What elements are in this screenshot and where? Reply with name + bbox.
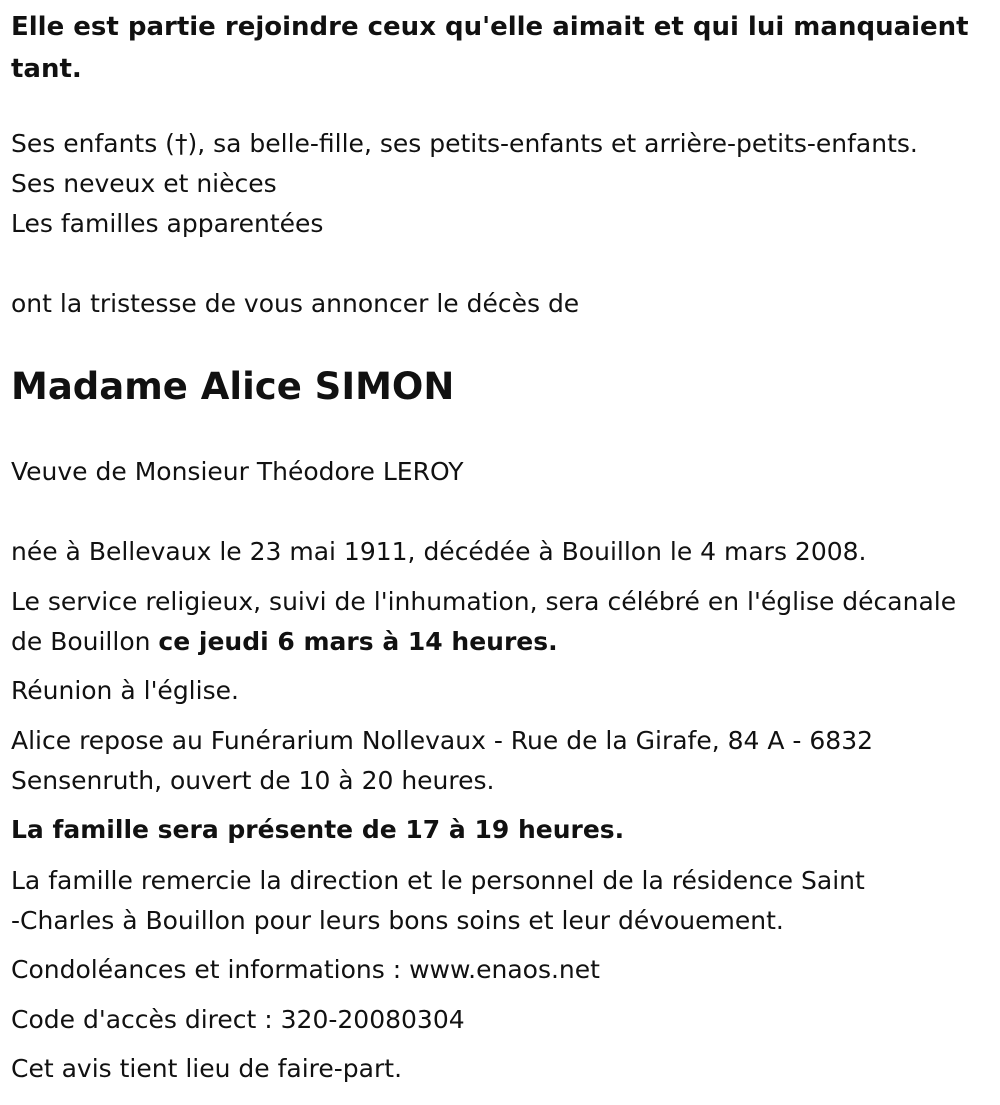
service-description: Le service religieux, suivi de l'inhumation, sera célébré en l'église décanale de Bouillon bbox=[11, 587, 957, 656]
family-line-relatives: Les familles apparentées bbox=[11, 209, 324, 238]
family-line-children: Ses enfants (†), sa belle-fille, ses petits-enfants et arrière-petits-enfants. bbox=[11, 129, 918, 158]
closing-text: Cet avis tient lieu de faire-part. bbox=[11, 1054, 403, 1083]
family-presence-wrapper bbox=[11, 810, 624, 850]
rest-place-line-2: Sensenruth, ouvert de 10 à 20 heures. bbox=[11, 766, 495, 795]
access-code-text: Code d'accès direct : 320-20080304 bbox=[11, 1005, 465, 1034]
condolences-text: Condoléances et informations : www.enaos.net bbox=[11, 955, 600, 984]
thanks-line-1: La famille remercie la direction et le personnel de la résidence Saint bbox=[11, 866, 865, 895]
intro-text: Elle est partie rejoindre ceux qu'elle aimait et qui lui manquaient tant. bbox=[11, 12, 969, 84]
family-line-nephews: Ses neveux et nièces bbox=[11, 169, 277, 198]
birth-death-text: née à Bellevaux le 23 mai 1911, décédée à Bouillon le 4 mars 2008. bbox=[11, 537, 867, 566]
rest-place-line-1: Alice repose au Funérarium Nollevaux - Rue de la Girafe, 84 A - 6832 bbox=[11, 726, 874, 755]
thanks-line-2: -Charles à Bouillon pour leurs bons soins et leur dévouement. bbox=[11, 906, 784, 935]
deceased-name: Madame Alice SIMON bbox=[11, 365, 455, 408]
widow-of-text: Veuve de Monsieur Théodore LEROY bbox=[11, 457, 464, 486]
family-presence-text: La famille sera présente de 17 à 19 heures. bbox=[11, 815, 625, 844]
service-date: ce jeudi 6 mars à 14 heures. bbox=[158, 627, 558, 656]
service-text bbox=[11, 582, 971, 662]
announcement-text: ont la tristesse de vous annoncer le décès de bbox=[11, 289, 580, 318]
meeting-text: Réunion à l'église. bbox=[11, 676, 239, 705]
